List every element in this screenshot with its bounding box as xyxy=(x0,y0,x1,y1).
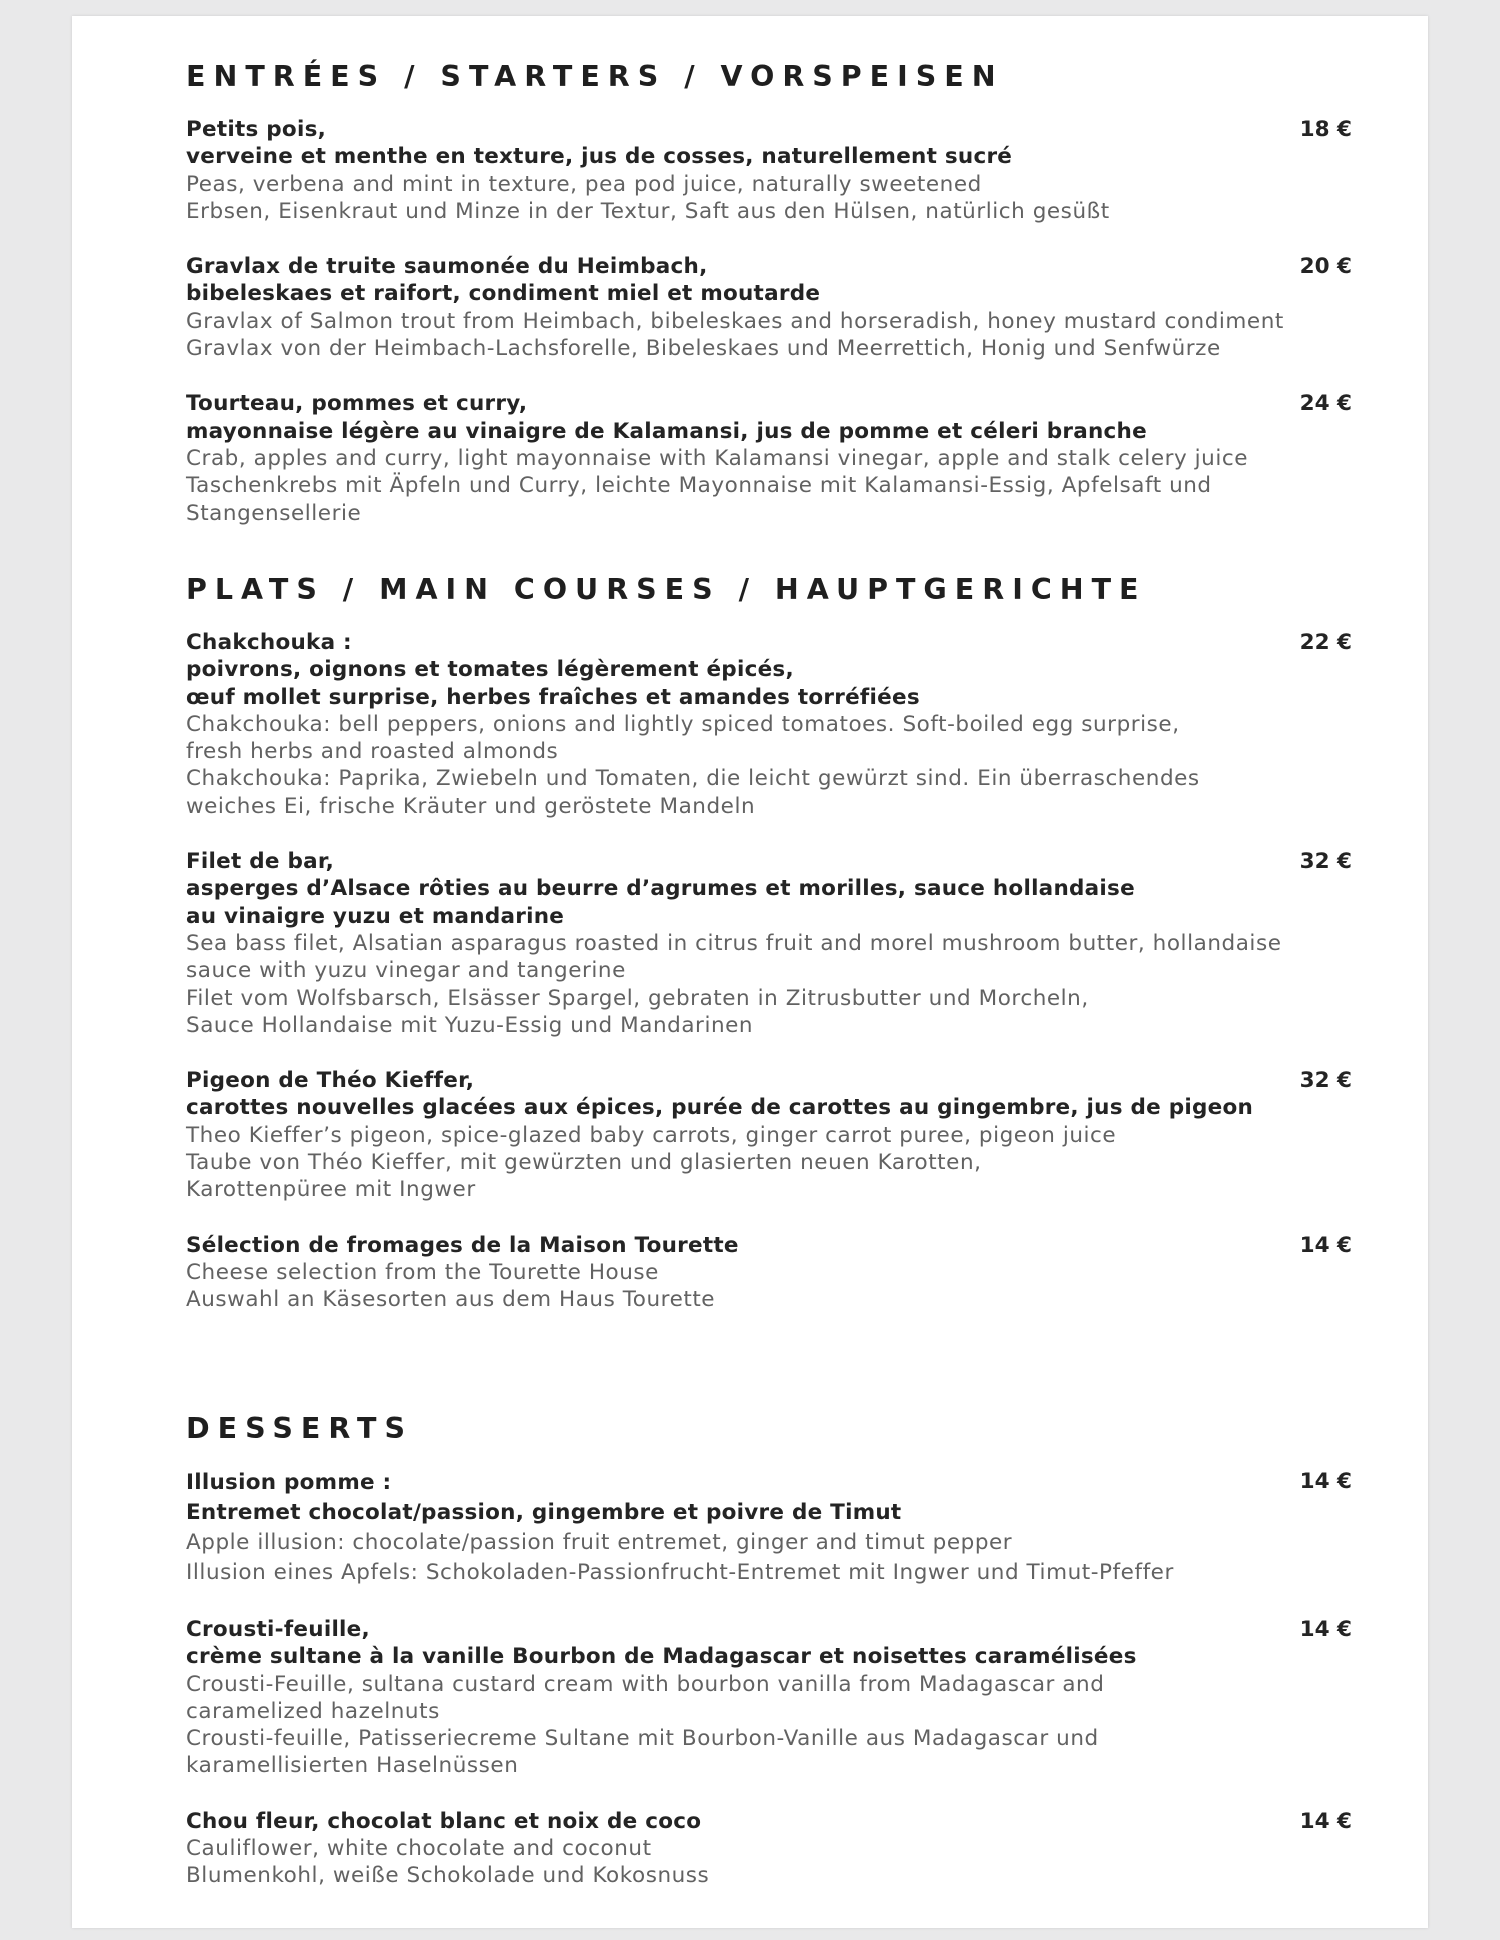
item-description-de: Crousti-feuille, Patisseriecreme Sultane mit Bourbon-Vanille aus Madagascar und xyxy=(186,1726,1099,1752)
item-name: Illusion pomme : xyxy=(186,1470,392,1495)
menu-item xyxy=(186,1067,1430,1203)
item-price: 32 € xyxy=(1299,849,1352,875)
item-description-fr: verveine et menthe en texture, jus de cosses, naturellement sucré xyxy=(186,144,1013,170)
item-description-fr: au vinaigre yuzu et mandarine xyxy=(186,903,565,929)
item-description-en: sauce with yuzu vinegar and tangerine xyxy=(186,958,626,984)
item-description-en: Peas, verbena and mint in texture, pea pod juice, naturally sweetened xyxy=(186,171,982,197)
item-description-de: Gravlax von der Heimbach-Lachsforelle, Bibeleskaes und Meerrettich, Honig und Senfwürze xyxy=(186,336,1221,362)
item-description-en: Crousti-Feuille, sultana custard cream with bourbon vanilla from Madagascar and xyxy=(186,1671,1105,1697)
item-price: 18 € xyxy=(1299,117,1352,142)
item-name: Pigeon de Théo Kieffer, xyxy=(186,1068,475,1094)
section-title-starters: ENTRÉES / STARTERS / VORSPEISEN xyxy=(186,60,1004,93)
section-starters xyxy=(186,60,1430,555)
section-title-mains: PLATS / MAIN COURSES / HAUPTGERICHTE xyxy=(186,573,1147,606)
menu-item xyxy=(186,116,1430,225)
item-description-en: Sea bass filet, Alsatian asparagus roasted in citrus fruit and morel mushroom butter, hollandaise xyxy=(186,930,1282,956)
item-description-de: Illusion eines Apfels: Schokoladen-Passionfrucht-Entremet mit Ingwer und Timut-Pfeffer xyxy=(186,1560,1174,1585)
item-name: Petits pois, xyxy=(186,117,327,142)
item-description-fr: poivrons, oignons et tomates légèrement épicés, xyxy=(186,657,794,683)
menu-item xyxy=(186,253,1430,362)
item-description-en: Chakchouka: bell peppers, onions and lightly spiced tomatoes. Soft-boiled egg surprise, xyxy=(186,711,1180,737)
item-description-fr: carottes nouvelles glacées aux épices, purée de carottes au gingembre, jus de pigeon xyxy=(186,1095,1254,1121)
item-description-en: caramelized hazelnuts xyxy=(186,1698,440,1724)
menu-item xyxy=(186,1468,1430,1588)
item-description-fr: œuf mollet surprise, herbes fraîches et amandes torréfiées xyxy=(186,684,920,710)
item-price: 24 € xyxy=(1299,391,1352,417)
item-price: 22 € xyxy=(1299,630,1352,655)
item-price: 14 € xyxy=(1299,1808,1352,1834)
item-description-fr: Entremet chocolat/passion, gingembre et poivre de Timut xyxy=(186,1500,902,1525)
item-name: Gravlax de truite saumonée du Heimbach, xyxy=(186,254,708,280)
item-name: Sélection de fromages de la Maison Tourette xyxy=(186,1232,739,1258)
item-name: Crousti-feuille, xyxy=(186,1617,370,1642)
menu-page xyxy=(72,16,1428,1928)
section-mains xyxy=(186,573,1430,1342)
item-description-en: Theo Kieffer’s pigeon, spice-glazed baby carrots, ginger carrot puree, pigeon juice xyxy=(186,1122,1117,1148)
item-price: 20 € xyxy=(1299,254,1352,280)
item-description-en: Crab, apples and curry, light mayonnaise with Kalamansi vinegar, apple and stalk celery juice xyxy=(186,445,1249,471)
item-description-de: Karottenpüree mit Ingwer xyxy=(186,1177,476,1203)
item-name: Chakchouka : xyxy=(186,630,352,655)
menu-item xyxy=(186,629,1430,820)
item-description-fr: crème sultane à la vanille Bourbon de Madagascar et noisettes caramélisées xyxy=(186,1644,1137,1670)
item-name: Filet de bar, xyxy=(186,849,334,875)
menu-item xyxy=(186,390,1430,526)
item-name: Tourteau, pommes et curry, xyxy=(186,391,528,417)
item-price: 32 € xyxy=(1299,1068,1352,1094)
item-description-fr: asperges d’Alsace rôties au beurre d’agrumes et morilles, sauce hollandaise xyxy=(186,876,1135,902)
menu-item xyxy=(186,848,1430,1039)
item-description-de: Filet vom Wolfsbarsch, Elsässer Spargel, gebraten in Zitrusbutter und Morcheln, xyxy=(186,985,1089,1011)
item-description-de: Taube von Théo Kieffer, mit gewürzten und glasierten neuen Karotten, xyxy=(186,1150,982,1176)
item-description-de: Erbsen, Eisenkraut und Minze in der Textur, Saft aus den Hülsen, natürlich gesüßt xyxy=(186,198,1110,224)
item-description-de: karamellisierten Haselnüssen xyxy=(186,1753,519,1779)
item-price: 14 € xyxy=(1299,1617,1352,1642)
section-desserts xyxy=(186,1412,1430,1918)
item-description-fr: bibeleskaes et raifort, condiment miel et moutarde xyxy=(186,281,821,307)
item-description-de: Stangensellerie xyxy=(186,500,362,526)
item-description-de: Chakchouka: Paprika, Zwiebeln und Tomaten, die leicht gewürzt sind. Ein überraschendes xyxy=(186,766,1200,792)
item-description-en: Cauliflower, white chocolate and coconut xyxy=(186,1836,652,1862)
item-description-en: Cheese selection from the Tourette House xyxy=(186,1259,659,1285)
item-description-en: Gravlax of Salmon trout from Heimbach, bibeleskaes and horseradish, honey mustard condiment xyxy=(186,308,1284,334)
item-description-de: Blumenkohl, weiße Schokolade und Kokosnuss xyxy=(186,1863,710,1889)
menu-item xyxy=(186,1232,1430,1314)
item-description-en: fresh herbs and roasted almonds xyxy=(186,739,559,765)
item-description-de: Taschenkrebs mit Äpfeln und Curry, leichte Mayonnaise mit Kalamansi-Essig, Apfelsaft und xyxy=(186,473,1212,499)
item-price: 14 € xyxy=(1299,1469,1352,1494)
menu-item xyxy=(186,1616,1430,1780)
item-description-en: Apple illusion: chocolate/passion fruit entremet, ginger and timut pepper xyxy=(186,1530,1013,1555)
item-description-de: Auswahl an Käsesorten aus dem Haus Tourette xyxy=(186,1287,716,1313)
item-price: 14 € xyxy=(1299,1232,1352,1258)
item-description-de: Sauce Hollandaise mit Yuzu-Essig und Mandarinen xyxy=(186,1012,754,1038)
section-title-desserts: DESSERTS xyxy=(186,1412,413,1445)
item-description-fr: mayonnaise légère au vinaigre de Kalamansi, jus de pomme et céleri branche xyxy=(186,418,1147,444)
item-name: Chou fleur, chocolat blanc et noix de coco xyxy=(186,1808,702,1834)
item-description-de: weiches Ei, frische Kräuter und geröstete Mandeln xyxy=(186,793,756,819)
menu-item xyxy=(186,1808,1430,1890)
